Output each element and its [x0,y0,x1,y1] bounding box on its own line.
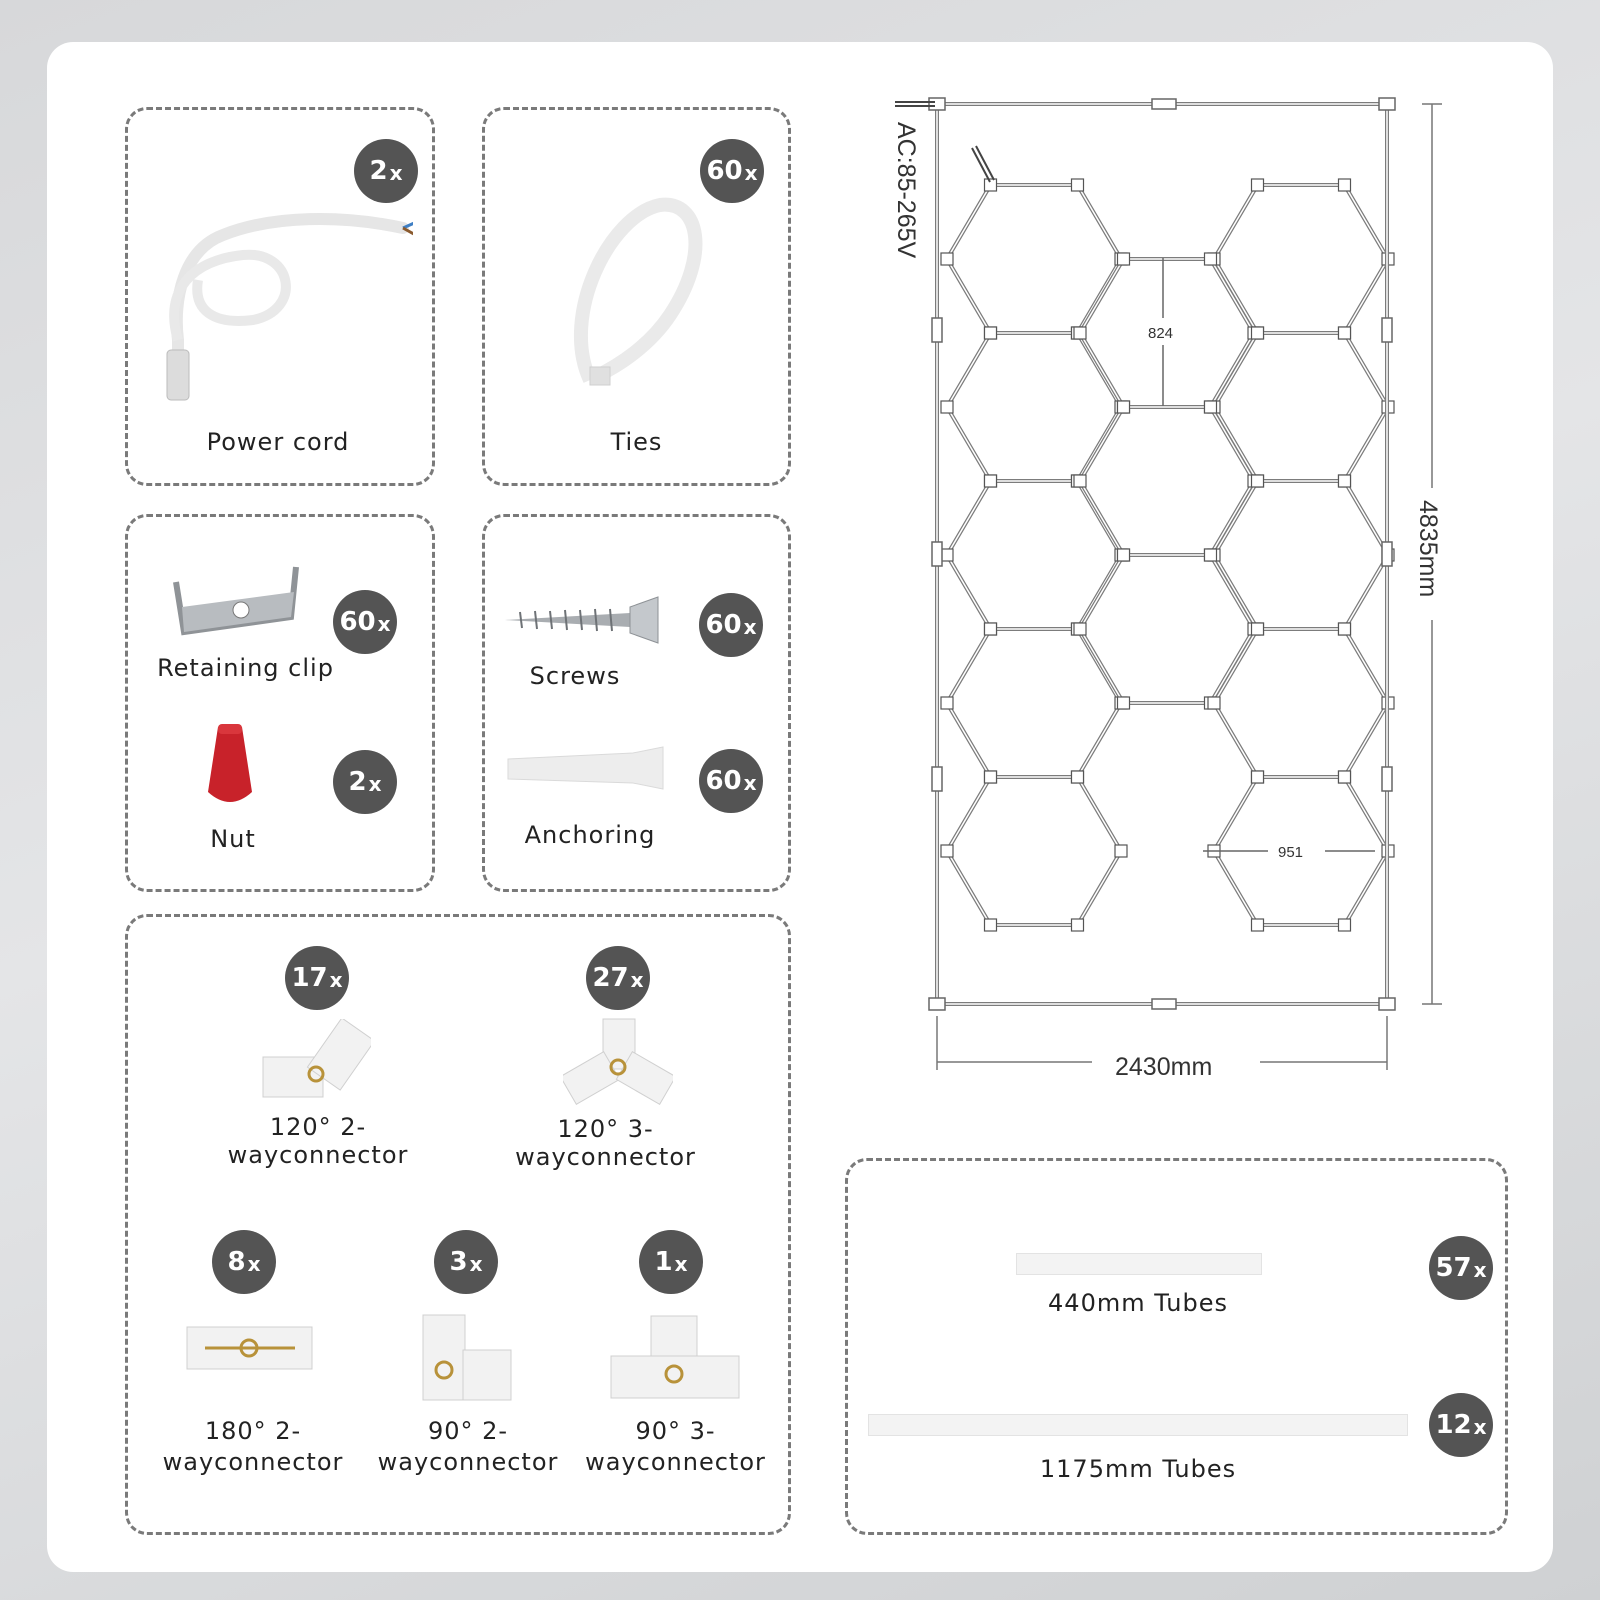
connector-180-2way-label-line2: wayconnector [162,1448,344,1476]
hex-width-label: 951 [1278,844,1304,861]
screw-image [500,595,670,645]
screws-anchoring-box [482,514,791,892]
connector-180-2way-label-line1: 180° 2- [204,1417,302,1445]
tube-1175-label: 1175mm Tubes [1039,1455,1237,1483]
screws-count-badge: 60 x [699,593,763,657]
connector-120-2way-count-badge: 17 x [285,946,349,1010]
anchoring-label: Anchoring [524,821,656,849]
tube-1175-count-badge: 12 x [1429,1393,1493,1457]
ties-box [482,107,791,486]
connector-90-3way-label-line1: 90° 3- [635,1417,716,1445]
connectors-box [125,914,791,1535]
connector-90-3way-label [578,1416,773,1478]
tube-440-image [1016,1253,1262,1275]
anchoring-count-badge: 60 x [699,749,763,813]
connector-120-3way-label: 120° 3-wayconnector [515,1115,696,1171]
connector-90-3way-count-badge: 1 x [639,1230,703,1294]
retaining-clip-count-badge: 60 x [333,590,397,654]
connector-90-2way-count-badge: 3 x [434,1230,498,1294]
connector-120-2way-label: 120° 2-wayconnector [227,1113,409,1169]
connector-90-2way-label-line2: wayconnector [377,1448,559,1476]
ties-count-badge: 60 x [700,139,764,203]
tube-1175-image [868,1414,1408,1436]
clip-nut-box [125,514,435,892]
connector-90-3way-image [609,1314,744,1404]
connector-180-2way-label [148,1416,358,1478]
height-label: 4835mm [1414,500,1442,598]
anchor-image [503,739,673,799]
connector-180-2way-image [185,1312,315,1382]
connector-90-2way-label [373,1416,563,1478]
nut-count-badge: 2 x [333,750,397,814]
width-label: 2430mm [1115,1053,1213,1081]
retaining-clip-image [166,562,306,652]
voltage-label: AC:85-265V [892,122,920,259]
connector-120-3way-count-badge: 27 x [586,946,650,1010]
tube-440-label: 440mm Tubes [1048,1289,1228,1317]
connector-90-3way-label-line2: wayconnector [585,1448,766,1476]
nut-image [200,722,260,817]
connector-120-3way-image [563,1017,673,1112]
tube-440-count-badge: 57 x [1429,1236,1493,1300]
cable-tie-image [550,195,730,395]
power-cord-label: Power cord [206,428,350,456]
connector-90-2way-label-line1: 90° 2- [427,1417,509,1445]
power-cord-image [153,190,413,420]
ties-label: Ties [610,428,663,456]
tubes-box [845,1158,1508,1535]
nut-label: Nut [210,825,256,853]
connector-90-2way-image [418,1310,518,1405]
power-cord-box [125,107,435,486]
screws-label: Screws [529,662,621,690]
hex-gap-label: 824 [1148,325,1174,342]
connector-180-2way-count-badge: 8 x [212,1230,276,1294]
retaining-clip-label: Retaining clip [157,654,334,682]
connector-120-2way-image [261,1019,371,1104]
power-cord-count-badge: 2 x [354,139,418,203]
